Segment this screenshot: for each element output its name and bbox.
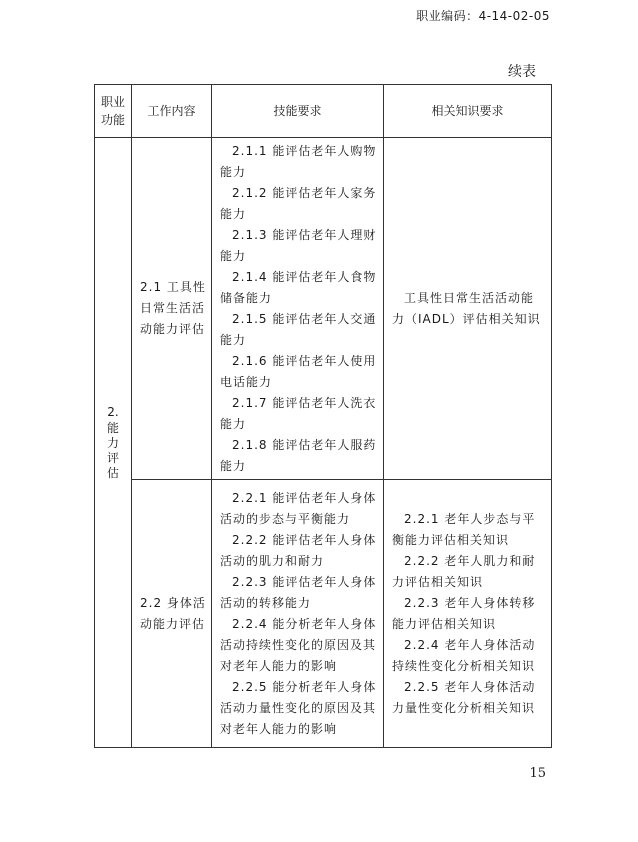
knowledge-item: 2.2.2 老年人肌力和耐力评估相关知识 [392, 553, 536, 589]
skill-item: 2.1.4 能评估老年人食物储备能力 [220, 269, 377, 305]
knowledge-item: 2.2.4 老年人身体活动持续性变化分析相关知识 [392, 637, 536, 673]
skills-cell [212, 138, 384, 480]
knowledge-item: 工具性日常生活活动能力（IADL）评估相关知识 [392, 290, 541, 326]
work-content-cell: 2.1 工具性日常生活活动能力评估 [132, 138, 212, 480]
skills-table [94, 84, 552, 748]
function-name: 能力评估 [106, 420, 119, 480]
skill-item: 2.1.8 能评估老年人服药能力 [220, 437, 377, 473]
table-row [95, 138, 552, 480]
skill-item: 2.2.1 能评估老年人身体活动的步态与平衡能力 [220, 490, 377, 526]
skill-item: 2.2.4 能分析老年人身体活动持续性变化的原因及其对老年人能力的影响 [220, 616, 377, 673]
table-header-row [95, 85, 552, 138]
skill-item: 2.1.1 能评估老年人购物能力 [220, 143, 377, 179]
page-number: 15 [529, 766, 546, 781]
function-number: 2. [107, 404, 119, 419]
knowledge-item: 2.2.1 老年人步态与平衡能力评估相关知识 [392, 511, 536, 547]
occupation-code: 职业编码：4-14-02-05 [416, 9, 550, 23]
skill-item: 2.1.7 能评估老年人洗衣能力 [220, 395, 377, 431]
skill-item: 2.1.2 能评估老年人家务能力 [220, 185, 377, 221]
header-function-label: 职业功能 [100, 95, 125, 127]
table-row [95, 480, 552, 748]
skill-item: 2.1.3 能评估老年人理财能力 [220, 227, 377, 263]
skill-item: 2.2.2 能评估老年人身体活动的肌力和耐力 [220, 532, 377, 568]
continued-label: 续表 [508, 64, 536, 80]
skill-item: 2.2.5 能分析老年人身体活动力量性变化的原因及其对老年人能力的影响 [220, 679, 377, 736]
header-skills: 技能要求 [212, 85, 384, 138]
knowledge-cell [384, 480, 552, 748]
knowledge-item: 2.2.3 老年人身体转移能力评估相关知识 [392, 595, 536, 631]
skills-cell [212, 480, 384, 748]
work-content-cell: 2.2 身体活动能力评估 [132, 480, 212, 748]
header-content: 工作内容 [132, 85, 212, 138]
function-cell [95, 138, 132, 748]
header-function [95, 85, 132, 138]
knowledge-item: 2.2.5 老年人身体活动力量性变化分析相关知识 [392, 679, 536, 715]
skill-item: 2.2.3 能评估老年人身体活动的转移能力 [220, 574, 377, 610]
knowledge-cell [384, 138, 552, 480]
skill-item: 2.1.5 能评估老年人交通能力 [220, 311, 377, 347]
skill-item: 2.1.6 能评估老年人使用电话能力 [220, 353, 377, 389]
header-knowledge: 相关知识要求 [384, 85, 552, 138]
